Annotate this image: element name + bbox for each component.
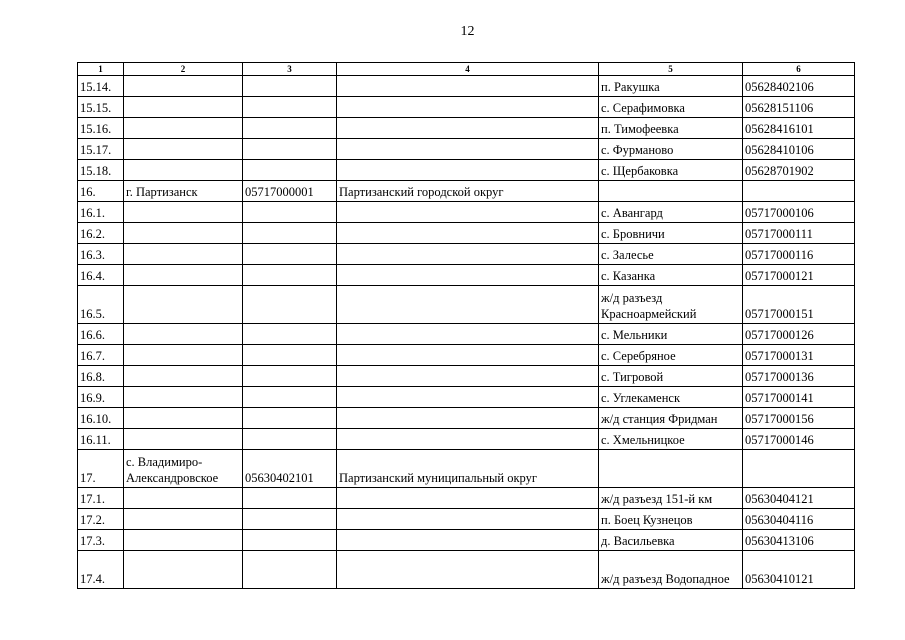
column-header: 4 xyxy=(337,63,599,76)
table-cell: 05628416101 xyxy=(743,118,855,139)
table-cell: с. Владимиро-Александровское xyxy=(124,450,243,488)
table-cell xyxy=(337,202,599,223)
table-cell: 16.5. xyxy=(78,286,124,324)
table-cell xyxy=(124,118,243,139)
table-cell xyxy=(599,450,743,488)
table-cell: с. Авангард xyxy=(599,202,743,223)
table-row xyxy=(78,509,855,530)
table-cell: 05717000151 xyxy=(743,286,855,324)
table-cell xyxy=(337,118,599,139)
table-cell xyxy=(124,223,243,244)
table-cell xyxy=(124,366,243,387)
table-cell: Партизанский муниципальный округ xyxy=(337,450,599,488)
table-cell xyxy=(124,160,243,181)
table-cell: с. Тигровой xyxy=(599,366,743,387)
table-cell: 15.16. xyxy=(78,118,124,139)
table-cell: 17.2. xyxy=(78,509,124,530)
table-cell xyxy=(124,345,243,366)
table-cell xyxy=(243,76,337,97)
table-cell xyxy=(243,118,337,139)
table-cell xyxy=(124,408,243,429)
table-cell: г. Партизанск xyxy=(124,181,243,202)
table-cell: п. Ракушка xyxy=(599,76,743,97)
table-cell xyxy=(337,97,599,118)
table-cell: 16.7. xyxy=(78,345,124,366)
table-cell xyxy=(337,139,599,160)
table-cell: 05717000156 xyxy=(743,408,855,429)
table-cell: 05628402106 xyxy=(743,76,855,97)
table-cell xyxy=(124,202,243,223)
table-cell: 05630402101 xyxy=(243,450,337,488)
table-cell xyxy=(124,286,243,324)
table-cell: 05717000141 xyxy=(743,387,855,408)
table-body xyxy=(78,76,855,589)
table-cell xyxy=(243,530,337,551)
table-cell: 05717000121 xyxy=(743,265,855,286)
table-row xyxy=(78,181,855,202)
table-cell xyxy=(124,265,243,286)
table-cell: 16.4. xyxy=(78,265,124,286)
table-cell: с. Серафимовка xyxy=(599,97,743,118)
table-cell xyxy=(243,223,337,244)
table-cell: 05628701902 xyxy=(743,160,855,181)
table-cell: 05717000111 xyxy=(743,223,855,244)
table-cell: 16.6. xyxy=(78,324,124,345)
table-cell xyxy=(124,139,243,160)
table-cell: ж/д разъезд Красноармейский xyxy=(599,286,743,324)
table-row xyxy=(78,366,855,387)
table-row xyxy=(78,408,855,429)
table-cell: ж/д разъезд 151-й км xyxy=(599,488,743,509)
table-cell: 17.4. xyxy=(78,551,124,589)
table-cell xyxy=(124,387,243,408)
table-cell xyxy=(337,408,599,429)
table-cell xyxy=(243,97,337,118)
table-cell: 05630404116 xyxy=(743,509,855,530)
table-cell: 05717000106 xyxy=(743,202,855,223)
table-cell: 05717000131 xyxy=(743,345,855,366)
table-cell: 05717000001 xyxy=(243,181,337,202)
table-row xyxy=(78,265,855,286)
table-cell: 16. xyxy=(78,181,124,202)
table-cell xyxy=(743,181,855,202)
table-cell xyxy=(337,324,599,345)
table-row xyxy=(78,530,855,551)
column-header: 2 xyxy=(124,63,243,76)
column-header: 6 xyxy=(743,63,855,76)
table-cell xyxy=(243,202,337,223)
table-cell: с. Бровничи xyxy=(599,223,743,244)
table-cell xyxy=(124,488,243,509)
table-cell: 05628151106 xyxy=(743,97,855,118)
table-cell xyxy=(124,530,243,551)
table-cell: с. Мельники xyxy=(599,324,743,345)
table-cell xyxy=(337,530,599,551)
table-row xyxy=(78,76,855,97)
table-cell: с. Щербаковка xyxy=(599,160,743,181)
table-cell: 15.18. xyxy=(78,160,124,181)
table-row xyxy=(78,139,855,160)
table-cell xyxy=(243,345,337,366)
table-cell xyxy=(337,429,599,450)
table-cell: 16.1. xyxy=(78,202,124,223)
table-cell: 05628410106 xyxy=(743,139,855,160)
table-cell: п. Боец Кузнецов xyxy=(599,509,743,530)
table-cell: 16.11. xyxy=(78,429,124,450)
table-cell: 17. xyxy=(78,450,124,488)
table-cell xyxy=(599,181,743,202)
settlements-table xyxy=(77,62,855,589)
table-row xyxy=(78,429,855,450)
table-cell xyxy=(337,366,599,387)
table-row xyxy=(78,286,855,324)
table-cell: ж/д станция Фридман xyxy=(599,408,743,429)
table-cell: п. Тимофеевка xyxy=(599,118,743,139)
table-row xyxy=(78,223,855,244)
table-cell: 05717000136 xyxy=(743,366,855,387)
table-cell xyxy=(337,509,599,530)
table-cell xyxy=(124,244,243,265)
table-cell xyxy=(124,509,243,530)
table-cell: 16.8. xyxy=(78,366,124,387)
table-cell: с. Углекаменск xyxy=(599,387,743,408)
table-cell xyxy=(124,76,243,97)
table-cell xyxy=(243,139,337,160)
table-cell xyxy=(243,160,337,181)
table-cell: 15.14. xyxy=(78,76,124,97)
table-cell xyxy=(243,366,337,387)
table-cell xyxy=(337,551,599,589)
table-cell: 16.10. xyxy=(78,408,124,429)
table-cell xyxy=(337,223,599,244)
table-cell: 17.1. xyxy=(78,488,124,509)
table-cell: с. Казанка xyxy=(599,265,743,286)
table-cell xyxy=(743,450,855,488)
table-cell: 16.9. xyxy=(78,387,124,408)
table-row xyxy=(78,488,855,509)
table-cell xyxy=(243,324,337,345)
table-cell: 16.3. xyxy=(78,244,124,265)
table-cell: 05717000146 xyxy=(743,429,855,450)
table-row xyxy=(78,450,855,488)
table-cell xyxy=(337,387,599,408)
table-row xyxy=(78,244,855,265)
table-cell xyxy=(124,97,243,118)
table-cell xyxy=(337,286,599,324)
table-cell: с. Фурманово xyxy=(599,139,743,160)
table-cell xyxy=(243,244,337,265)
table-cell: 05630404121 xyxy=(743,488,855,509)
table-cell xyxy=(243,387,337,408)
table-cell: с. Залесье xyxy=(599,244,743,265)
table-cell: с. Серебряное xyxy=(599,345,743,366)
table-row xyxy=(78,551,855,589)
table-cell xyxy=(337,265,599,286)
table-cell xyxy=(337,345,599,366)
table-cell: 05630410121 xyxy=(743,551,855,589)
column-header: 3 xyxy=(243,63,337,76)
table-cell xyxy=(124,551,243,589)
table-cell xyxy=(337,488,599,509)
page-number: 12 xyxy=(460,24,475,39)
table-row xyxy=(78,97,855,118)
table-row xyxy=(78,345,855,366)
table-cell: д. Васильевка xyxy=(599,530,743,551)
table-cell xyxy=(337,160,599,181)
table-row xyxy=(78,324,855,345)
table-cell xyxy=(243,265,337,286)
table-row xyxy=(78,202,855,223)
table-cell: 15.15. xyxy=(78,97,124,118)
table-row xyxy=(78,387,855,408)
table-cell: 17.3. xyxy=(78,530,124,551)
table-cell xyxy=(243,509,337,530)
table-cell: 16.2. xyxy=(78,223,124,244)
table-row xyxy=(78,118,855,139)
table-cell: Партизанский городской округ xyxy=(337,181,599,202)
table-cell xyxy=(337,76,599,97)
table-cell xyxy=(243,408,337,429)
table-row xyxy=(78,160,855,181)
table-cell: 05630413106 xyxy=(743,530,855,551)
table-cell xyxy=(243,429,337,450)
table-cell: ж/д разъезд Водопадное xyxy=(599,551,743,589)
table-cell xyxy=(124,324,243,345)
table-cell xyxy=(337,244,599,265)
table-header-row xyxy=(78,63,855,76)
table-cell xyxy=(243,286,337,324)
table-cell: 05717000126 xyxy=(743,324,855,345)
table-cell xyxy=(243,551,337,589)
table-cell: с. Хмельницкое xyxy=(599,429,743,450)
table-cell xyxy=(243,488,337,509)
table-cell: 05717000116 xyxy=(743,244,855,265)
table-cell: 15.17. xyxy=(78,139,124,160)
column-header: 1 xyxy=(78,63,124,76)
column-header: 5 xyxy=(599,63,743,76)
table-cell xyxy=(124,429,243,450)
